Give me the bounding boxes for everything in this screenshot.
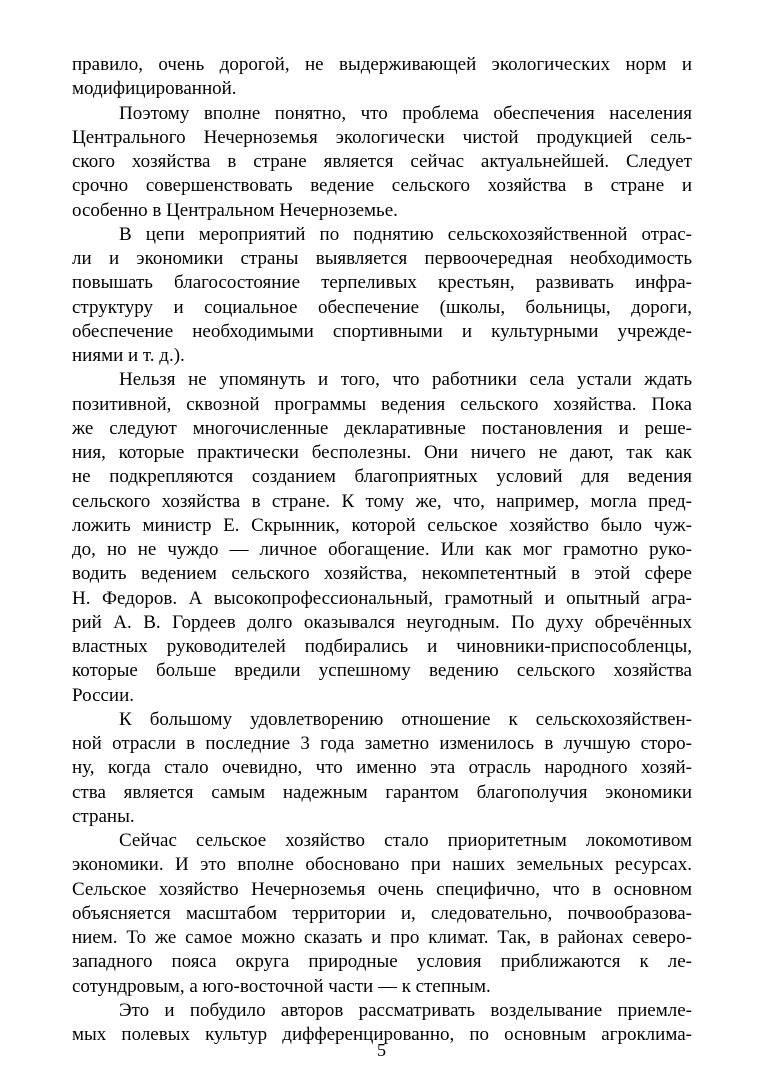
text-line: Центрального Нечерноземья экологически чистой продукцией сель- xyxy=(72,126,692,148)
text-line: повышать благосостояние терпеливых крестьян, развивать инфра- xyxy=(72,272,692,294)
paragraph xyxy=(72,53,692,102)
text-line: ну, когда стало очевидно, что именно эта отрасль народного хозяй- xyxy=(72,757,692,779)
text-line: Это и побудило авторов рассматривать возделывание приемле- xyxy=(119,999,692,1021)
text-line: ского хозяйства в стране является сейчас актуальнейшей. Следует xyxy=(72,151,692,172)
text-line: особенно в Центральном Нечерноземье. xyxy=(72,199,398,221)
text-line: экономики. И это вполне обосновано при наших земельных ресурсах. xyxy=(72,854,692,876)
text-line: ли и экономики страны выявляется первоочередная необходимость xyxy=(72,248,692,269)
text-line: водить ведением сельского хозяйства, некомпетентный в этой сфере xyxy=(72,563,692,585)
text-line: позитивной, сквозной программы ведения сельского хозяйства. Пока xyxy=(72,393,692,415)
text-line: сельского хозяйства в стране. К тому же, что, например, могла пред- xyxy=(72,490,692,512)
text-line: структуру и социальное обеспечение (школы, больницы, дороги, xyxy=(72,296,692,318)
text-line: Сельское хозяйство Нечерноземья очень специфично, что в основном xyxy=(72,878,692,900)
text-line: В цепи мероприятий по поднятию сельскохозяйственной отрас- xyxy=(119,223,692,245)
text-line: до, но не чуждо — личное обогащение. Или как мог грамотно руко- xyxy=(72,539,692,560)
paragraph xyxy=(72,223,692,369)
page-number: 5 xyxy=(377,1040,386,1060)
text-line: модифицированной. xyxy=(72,78,237,100)
text-line: срочно совершенствовать ведение сельского хозяйства в стране и xyxy=(72,175,692,197)
text-line: сотундровым, а юго-восточной части — к степным. xyxy=(72,975,491,997)
text-line: России. xyxy=(72,684,135,706)
text-line: ложить министр Е. Скрынник, которой сельское хозяйство было чуж- xyxy=(72,514,692,536)
text-line: которые больше вредили успешному ведению сельского хозяйства xyxy=(72,660,692,682)
text-line: ниями и т. д.). xyxy=(72,345,185,366)
text-line: обеспечение необходимыми спортивными и культурными учрежде- xyxy=(72,320,692,342)
text-line: нием. То же самое можно сказать и про климат. Так, в районах северо- xyxy=(72,927,692,948)
text-line: не подкрепляются созданием благоприятных условий для ведения xyxy=(72,466,692,488)
text-line: ства является самым надежным гарантом благополучия экономики xyxy=(72,781,692,803)
page-body xyxy=(72,53,692,1047)
text-line: ния, которые практически бесполезны. Они ничего не дают, так как xyxy=(72,442,692,463)
paragraph xyxy=(72,102,692,223)
paragraph xyxy=(72,829,692,999)
text-line: же следуют многочисленные декларативные постановления и реше- xyxy=(72,417,692,439)
text-line: Поэтому вполне понятно, что проблема обеспечения населения xyxy=(119,102,692,124)
text-line: властных руководителей подбирались и чиновники-приспособленцы, xyxy=(72,636,692,657)
text-line: рий А. В. Гордеев долго оказывался неугодным. По духу обречённых xyxy=(72,611,692,633)
text-line: объясняется масштабом территории и, следовательно, почвообразова- xyxy=(72,902,692,924)
text-line: страны. xyxy=(72,805,135,827)
text-line: Нельзя не упомянуть и того, что работники села устали ждать xyxy=(119,369,692,391)
text-line: К большому удовлетворению отношение к сельскохозяйствен- xyxy=(119,708,692,730)
text-line: западного пояса округа природные условия приближаются к ле- xyxy=(72,951,692,973)
text-line: Сейчас сельское хозяйство стало приоритетным локомотивом xyxy=(119,830,692,851)
text-line: правило, очень дорогой, не выдерживающей экологических норм и xyxy=(72,54,692,75)
text-line: ной отрасли в последние 3 года заметно изменилось в лучшую сторо- xyxy=(72,733,692,754)
paragraph xyxy=(72,368,692,708)
paragraph xyxy=(72,708,692,829)
text-line: мых полевых культур дифференцированно, по основным агроклима- xyxy=(72,1024,692,1045)
text-line: Н. Федоров. А высокопрофессиональный, грамотный и опытный агра- xyxy=(72,587,692,609)
